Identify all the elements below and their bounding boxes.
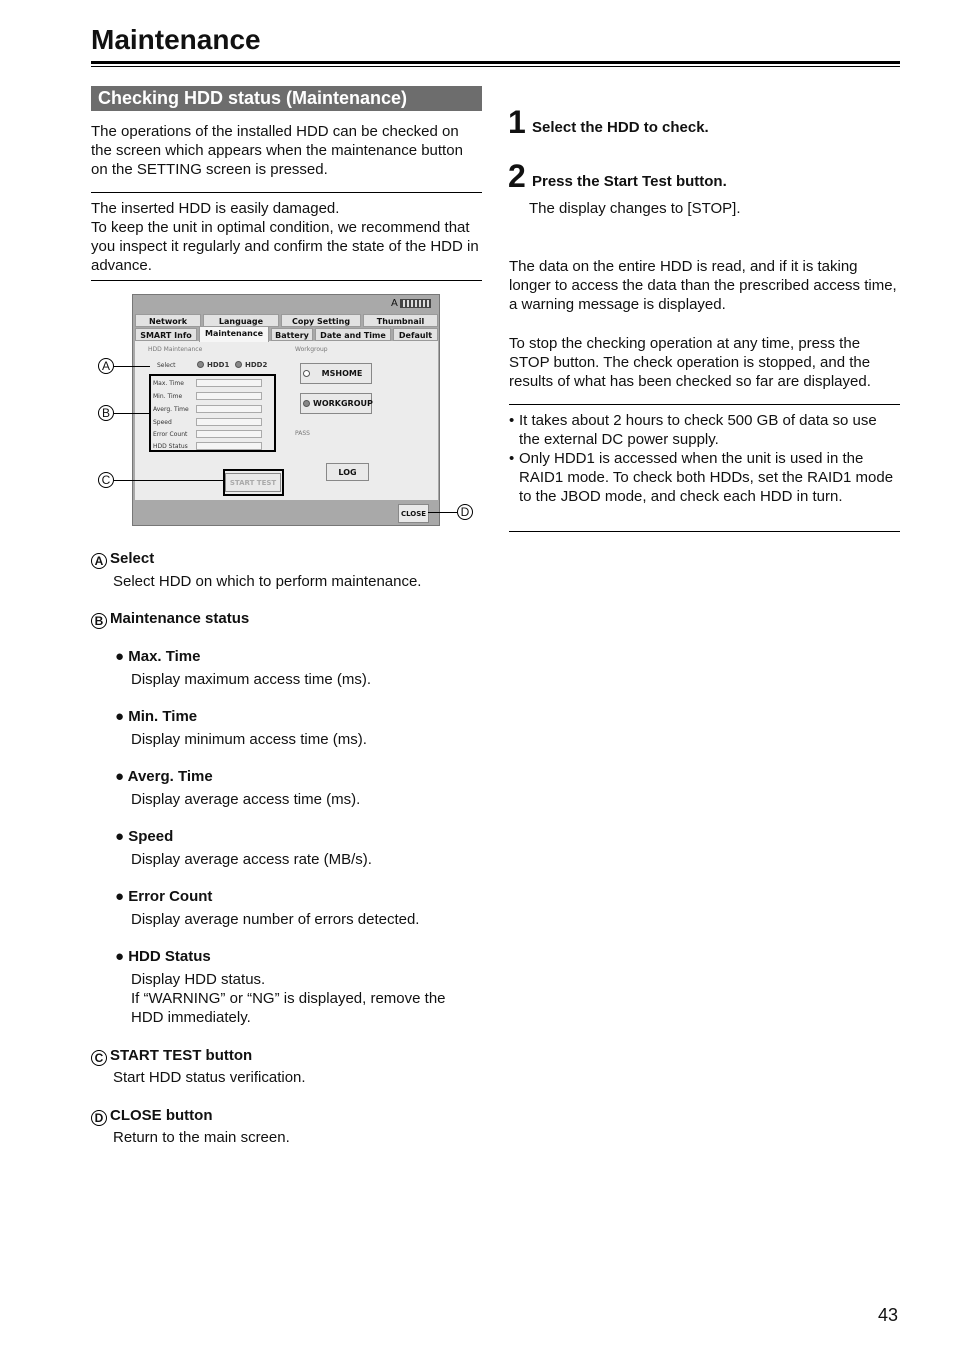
mshome-radio[interactable] [303, 370, 310, 377]
item-close-heading [91, 1107, 212, 1126]
tab-smart-info[interactable]: SMART Info [135, 328, 197, 341]
step-2-text: Press the Start Test button. [532, 173, 727, 190]
title-rule-thin [91, 66, 900, 67]
tab-copy-setting[interactable]: Copy Setting [281, 314, 361, 327]
title-rule [91, 61, 900, 64]
note-item-1 [509, 411, 901, 449]
tab-battery[interactable]: Battery [271, 328, 313, 341]
page-number: 43 [878, 1305, 899, 1325]
note-item-2 [509, 449, 901, 506]
item-close-mark: D [91, 1110, 107, 1126]
field-label-hdd-status: HDD Status [153, 443, 188, 450]
status-error-count-title: ● Error Count [115, 888, 213, 905]
mshome-button[interactable] [300, 363, 372, 384]
caution-rule-bottom [91, 280, 482, 281]
item-start-test-mark: C [91, 1050, 107, 1066]
callout-d-line [428, 512, 457, 513]
caution-line-1: The inserted HDD is easily damaged. [91, 200, 340, 217]
status-max-time-desc: Display maximum access time (ms). [131, 671, 372, 688]
item-select-mark: A [91, 553, 107, 569]
caution-rule-top [91, 192, 482, 193]
item-close-title: CLOSE button [110, 1107, 213, 1124]
status-averg-time-title: ● Averg. Time [115, 768, 213, 785]
field-label-error-count: Error Count [153, 431, 188, 438]
screenshot-indicator-icon [400, 299, 431, 308]
callout-b: B [98, 405, 114, 421]
select-label: Select [157, 362, 176, 369]
hdd1-label: HDD1 [207, 361, 230, 369]
item-close-desc: Return to the main screen. [113, 1129, 290, 1146]
callout-a-line [114, 366, 150, 367]
log-button[interactable]: LOG [326, 463, 369, 481]
item-status-heading [91, 610, 249, 629]
tab-network[interactable]: Network [135, 314, 201, 327]
caution-line-2: To keep the unit in optimal condition, we recommend that you inspect it regularly and confirm the state of the HDD in advance. [91, 219, 479, 274]
workgroup-label: WORKGROUP [313, 399, 373, 408]
callout-box-b [149, 374, 276, 452]
note-2-text: Only HDD1 is accessed when the unit is used in the RAID1 mode. To check both HDDs, set the RAID1 mode to the JBOD mode, and check each HDD in turn. [519, 450, 894, 505]
intro-paragraph: The operations of the installed HDD can be checked on the screen which appears when the maintenance button on the SETTING screen is pressed. [91, 123, 463, 178]
note-2-bullet: • [509, 450, 515, 467]
tab-date-and-time[interactable]: Date and Time [315, 328, 391, 341]
start-test-button[interactable]: START TEST [225, 473, 281, 492]
status-min-time-desc: Display minimum access time (ms). [131, 731, 367, 748]
item-status-title: Maintenance status [110, 610, 250, 627]
status-speed-title: ● Speed [115, 828, 174, 845]
field-label-averg-time: Averg. Time [153, 406, 189, 413]
status-min-time-title: ● Min. Time [115, 708, 198, 725]
maintenance-screenshot [132, 294, 440, 526]
item-status-mark: B [91, 613, 107, 629]
field-label-max-time: Max. Time [153, 380, 184, 387]
workgroup-radio[interactable] [303, 400, 310, 407]
status-hdd-status-desc: Display HDD status. [131, 971, 266, 988]
field-label-speed: Speed [153, 419, 172, 426]
mshome-label: MSHOME [321, 369, 363, 378]
close-button[interactable]: CLOSE [398, 504, 429, 523]
status-hdd-status-warning: If “WARNING” or “NG” is displayed, remove the HDD immediately. [131, 990, 446, 1026]
screenshot-logo: A [391, 298, 398, 309]
right-paragraph-1: The data on the entire HDD is read, and if it is taking longer to access the data than the prescribed access time, a warning message is displayed. [509, 258, 897, 313]
item-select-title: Select [110, 550, 155, 567]
page-title: Maintenance [91, 24, 261, 55]
notes-rule-bottom [509, 531, 900, 532]
status-max-time-title: ● Max. Time [115, 648, 201, 665]
tab-maintenance[interactable]: Maintenance [199, 326, 269, 342]
callout-d: D [457, 504, 473, 520]
note-1-bullet: • [509, 412, 515, 429]
group-hdd-maintenance: HDD Maintenance [148, 346, 203, 353]
right-paragraph-2: To stop the checking operation at any time, press the STOP button. The check operation is stopped, and the results of what has been checked so far are displayed. [509, 335, 871, 390]
callout-a: A [98, 358, 114, 374]
step-2-sub: The display changes to [STOP]. [529, 200, 741, 217]
callout-b-line [114, 413, 150, 414]
item-start-test-heading [91, 1047, 252, 1066]
hdd2-label: HDD2 [245, 361, 268, 369]
status-averg-time-desc: Display average access time (ms). [131, 791, 361, 808]
item-select-desc: Select HDD on which to perform maintenance. [113, 573, 422, 590]
step-1-number: 1 [508, 104, 526, 140]
notes-rule-top [509, 404, 900, 405]
item-start-test-title: START TEST button [110, 1047, 253, 1064]
status-hdd-status-title: ● HDD Status [115, 948, 211, 965]
group-workgroup: Workgroup [295, 346, 328, 353]
callout-c-line [114, 480, 224, 481]
workgroup-button[interactable] [300, 393, 372, 414]
field-label-min-time: Min. Time [153, 393, 183, 400]
step-2-number: 2 [508, 158, 526, 194]
hdd1-radio[interactable] [197, 361, 204, 368]
hdd2-radio[interactable] [235, 361, 242, 368]
note-1-text: It takes about 2 hours to check 500 GB of data so use the external DC power supply. [519, 412, 877, 448]
callout-c: C [98, 472, 114, 488]
status-error-count-desc: Display average number of errors detected. [131, 911, 420, 928]
tab-language[interactable]: Language [203, 314, 279, 327]
section-heading: Checking HDD status (Maintenance) [91, 86, 482, 111]
tab-thumbnail[interactable]: Thumbnail [363, 314, 438, 327]
tab-default[interactable]: Default [393, 328, 438, 341]
item-select-heading [91, 550, 154, 569]
status-speed-desc: Display average access rate (MB/s). [131, 851, 372, 868]
item-start-test-desc: Start HDD status verification. [113, 1069, 306, 1086]
step-1-text: Select the HDD to check. [532, 119, 709, 136]
pass-label: PASS [295, 430, 310, 437]
callout-box-c [223, 469, 284, 496]
